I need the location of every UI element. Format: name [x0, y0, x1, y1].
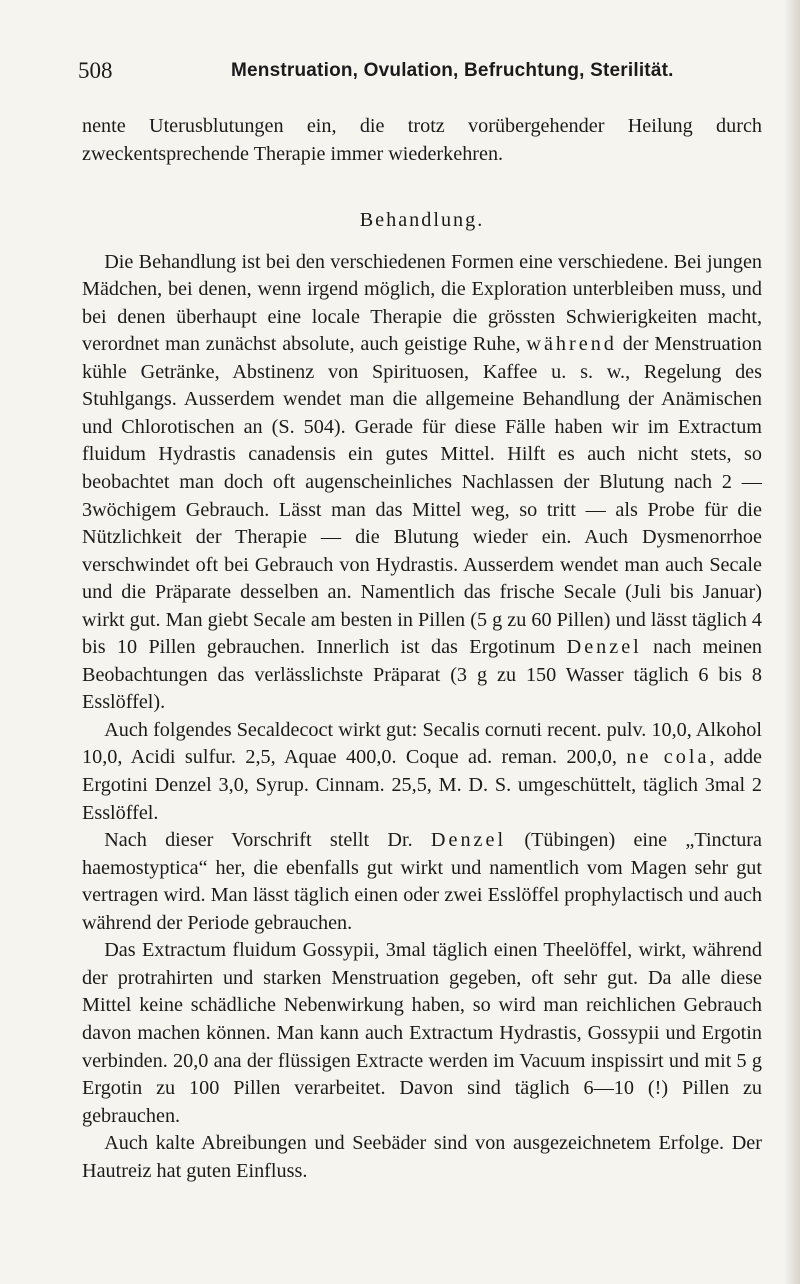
page-header	[78, 58, 768, 86]
body-text	[82, 113, 762, 1185]
paragraph-text: Auch folgendes Secaldecoct wirkt gut: Secalis cornuti recent. pulv. 10,0, Alkohol 10,0, Acidi sulfur. 2,5, Aquae 400,0. Coque ad. reman. 200,0,	[82, 718, 762, 769]
paragraph-text: Die Behandlung ist bei den verschiedenen Formen eine verschiedene. Bei jungen Mädchen, bei denen, wenn irgend möglich, die Exploration unterbleiben muss, und bei denen überhaupt eine locale Therapie die grössten Schwierigkeiten macht, verordnet man zunächst absolute, auch geistige Ruhe,	[82, 250, 762, 356]
paragraph-baths: Auch kalte Abreibungen und Seebäder sind von ausgezeichnetem Erfolge. Der Hautreiz hat guten Einfluss.	[82, 1132, 762, 1182]
author-name: Denzel	[566, 636, 642, 659]
paragraph-text: der Menstruation kühle Getränke, Abstinenz von Spirituosen, Kaffee u. s. w., Regelung des Stuhlgangs. Ausserdem wendet man die allgemeine Behandlung der Anämischen und Chlorotischen an (S. 504). Gerade für diese Fälle haben wir im Extractum fluidum Hydrastis canadensis ein gutes Mittel. Hilft es auch nicht stets, so beobachtet man doch oft augenscheinliches Nachlassen der Blutung nach 2 — 3wöchigem Gebrauch. Lässt man das Mittel weg, so tritt — als Probe für die Nützlichkeit der Therapie — die Blutung wieder ein. Auch Dysmenorrhoe verschwindet oft bei Gebrauch von Hydrastis. Ausserdem wendet man auch Secale und die Präparate desselben an. Namentlich das frische Secale (Juli bis Januar) wirkt gut. Man giebt Secale am besten in Pillen (5 g zu 60 Pillen) und lässt täglich 4 bis 10 Pillen gebrauchen. Innerlich ist das Ergotinum	[82, 333, 762, 659]
paragraph-continuation: nente Uterusblutungen ein, die trotz vorübergehender Heilung durch zweckentsprechende Therapie immer wiederkehren.	[82, 115, 762, 165]
paragraph-text: , adde Ergotini Denzel 3,0, Syrup. Cinnam. 25,5, M. D. S. umgeschüttelt, täglich 3mal 2 Esslöffel.	[82, 746, 763, 824]
paragraph-gossypii: Das Extractum fluidum Gossypii, 3mal täglich einen Theelöffel, wirkt, während der protrahirten und starken Menstruation gegeben, oft sehr gut. Da alle diese Mittel keine schädliche Nebenwirkung haben, so wird man reichlichen Gebrauch davon machen können. Man kann auch Extractum Hydrastis, Gossypii und Ergotin verbinden. 20,0 ana der flüssigen Extracte werden im Vacuum inspissirt und mit 5 g Ergotin zu 100 Pillen verarbeitet. Davon sind täglich 6—10 (!) Pillen zu gebrauchen.	[82, 939, 762, 1127]
emphasized-word: während	[526, 333, 617, 356]
paragraph-text: nach meinen Beobachtungen das verlässlichste Präparat (3 g zu 150 Wasser täglich 6 bis 8 Esslöffel).	[82, 636, 763, 714]
paragraph-text: Nach dieser Vorschrift stellt Dr.	[104, 829, 413, 852]
paragraph-text: (Tübingen) eine „Tinctura haemostyptica“ her, die ebenfalls gut wirkt und namentlich vom Magen sehr gut vertragen wird. Man lässt täglich einen oder zwei Esslöffel prophylactisch und auch während der Periode gebrauchen.	[82, 829, 762, 934]
author-name: Denzel	[430, 829, 507, 852]
running-head: Menstruation, Ovulation, Befruchtung, Sterilität.	[231, 60, 674, 81]
paragraph-secale-decoction	[82, 717, 762, 827]
emphasized-word: ne cola	[626, 746, 710, 769]
page-edge-shadow	[784, 0, 800, 1284]
page-number: 508	[78, 58, 113, 83]
paragraph-treatment	[82, 249, 762, 717]
paragraph-tinctura	[82, 827, 762, 937]
section-heading: Behandlung.	[359, 209, 485, 232]
